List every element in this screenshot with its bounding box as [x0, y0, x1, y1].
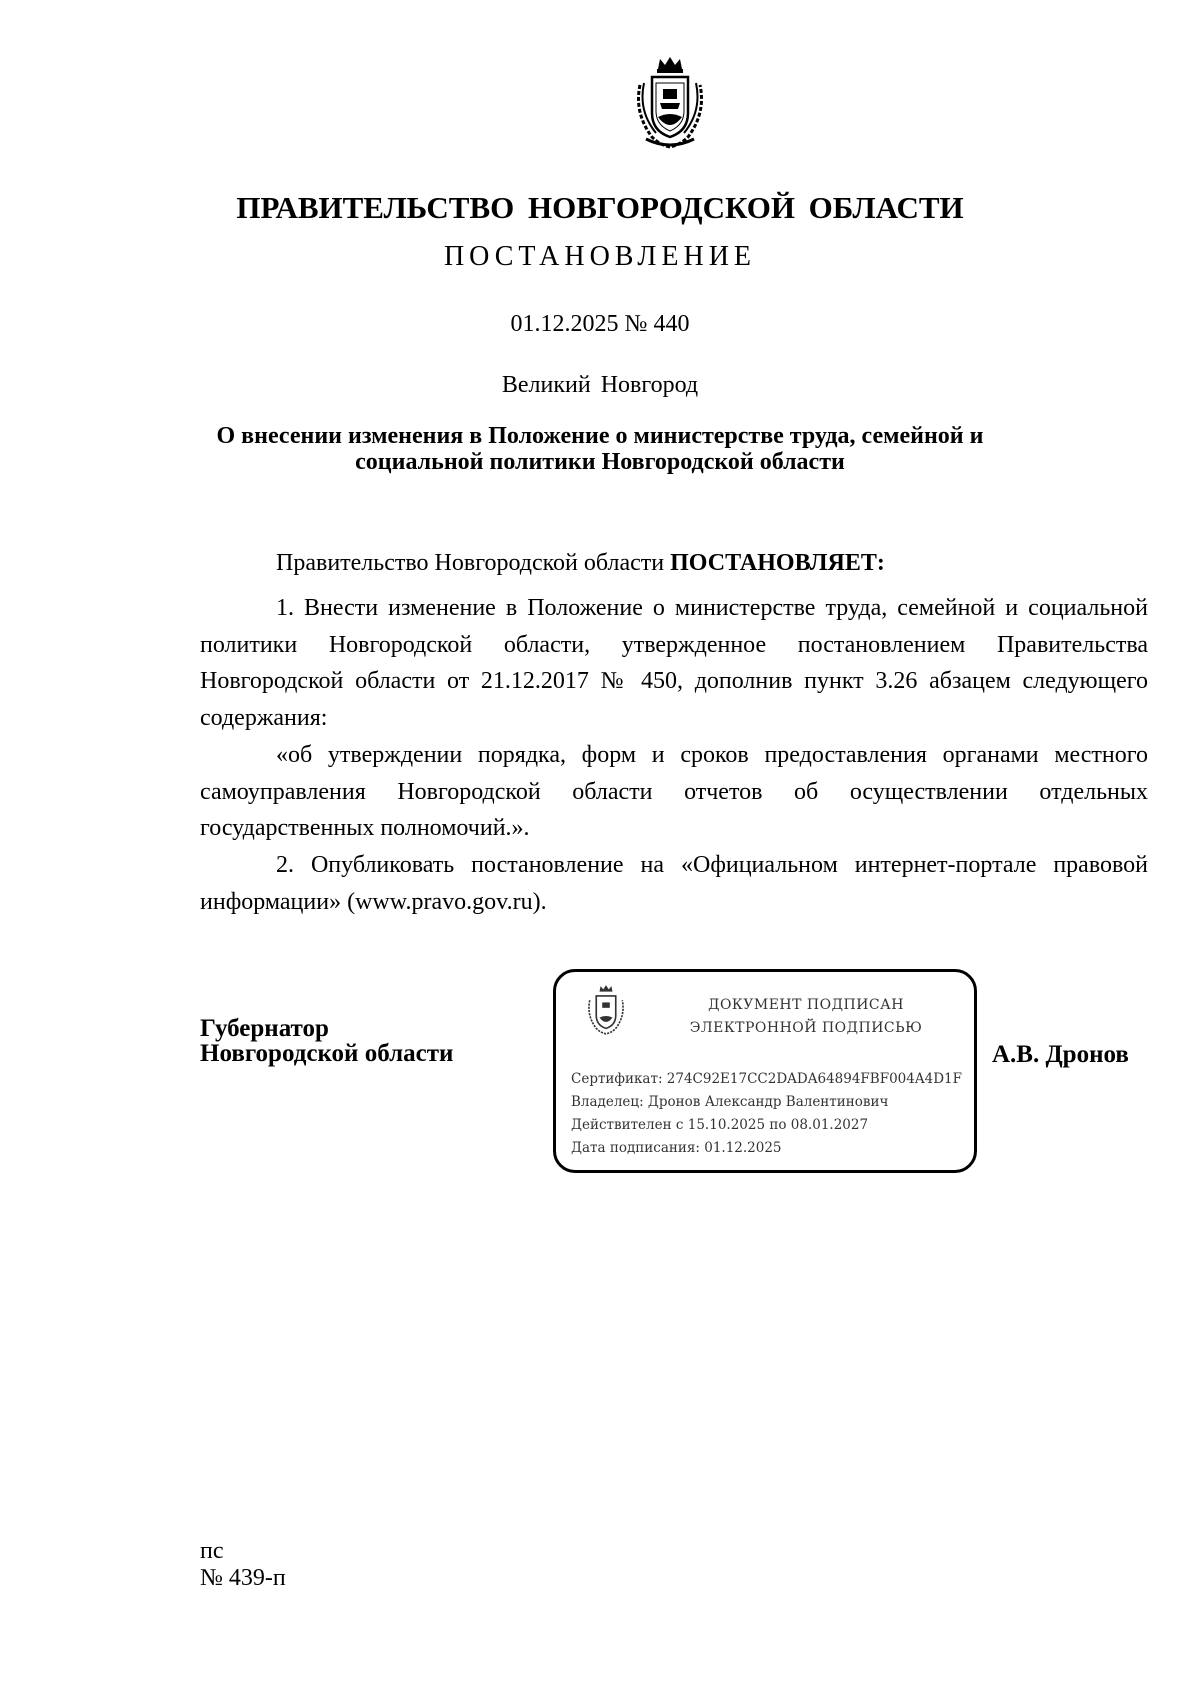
coat-of-arms-icon [630, 55, 710, 151]
signatory-title-line-2: Новгородской области [200, 1040, 454, 1067]
document-date-number: 01.12.2025 № 440 [510, 311, 690, 337]
signatory-title-line-1: Губернатор [200, 1015, 329, 1042]
intro-text: Правительство Новгородской области [276, 550, 665, 576]
signatory-name: А.В. Дронов [992, 1041, 1129, 1068]
stamp-heading [656, 994, 956, 1040]
subject-line-2: социальной политики Новгородской области [355, 449, 845, 475]
stamp-details [571, 1068, 962, 1160]
subject-line-1: О внесении изменения в Положение о министерстве труда, семейной и [216, 423, 984, 449]
stamp-owner: Владелец: Дронов Александр Валентинович [571, 1094, 889, 1110]
footer-line-1: пс [200, 1538, 224, 1564]
footer-note [200, 1538, 286, 1592]
document-city: Великий Новгород [501, 372, 699, 398]
electronic-signature-stamp [553, 969, 977, 1173]
stamp-validity: Действителен с 15.10.2025 по 08.01.2027 [571, 1117, 869, 1133]
stamp-heading-line-1: ДОКУМЕНТ ПОДПИСАН [708, 997, 904, 1013]
stamp-certificate: Сертификат: 274C92E17CC2DADA64894FBF004A4D1F [571, 1071, 962, 1087]
document-type: ПОСТАНОВЛЕНИЕ [443, 241, 757, 272]
signatory-title [200, 1016, 453, 1066]
stamp-coat-of-arms-icon [584, 984, 628, 1036]
government-title: ПРАВИТЕЛЬСТВО НОВГОРОДСКОЙ ОБЛАСТИ [236, 190, 964, 225]
decree-intro [200, 545, 1148, 582]
paragraph-1: 1. Внести изменение в Положение о министерстве труда, семейной и социальной политики Новгородской области, утвержденное постановлением Правительства Новгородской области от 21.12.2017 № 450, дополнив пункт 3.26 абзацем следующего содержания: [200, 595, 1148, 731]
footer-line-2: № 439-п [200, 1565, 286, 1591]
stamp-heading-line-2: ЭЛЕКТРОННОЙ ПОДПИСЬЮ [689, 1020, 923, 1036]
stamp-signed-date: Дата подписания: 01.12.2025 [571, 1140, 782, 1156]
intro-decree-word: ПОСТАНОВЛЯЕТ: [670, 550, 885, 576]
paragraph-2: 2. Опубликовать постановление на «Официальном интернет-портале правовой информации» (www.pravo.gov.ru). [200, 852, 1148, 915]
paragraph-1-quote: «об утверждении порядка, форм и сроков предоставления органами местного самоуправления Новгородской области отчетов об осуществлении отдельных государственных полномочий.». [200, 742, 1148, 841]
document-subject [0, 423, 1200, 475]
